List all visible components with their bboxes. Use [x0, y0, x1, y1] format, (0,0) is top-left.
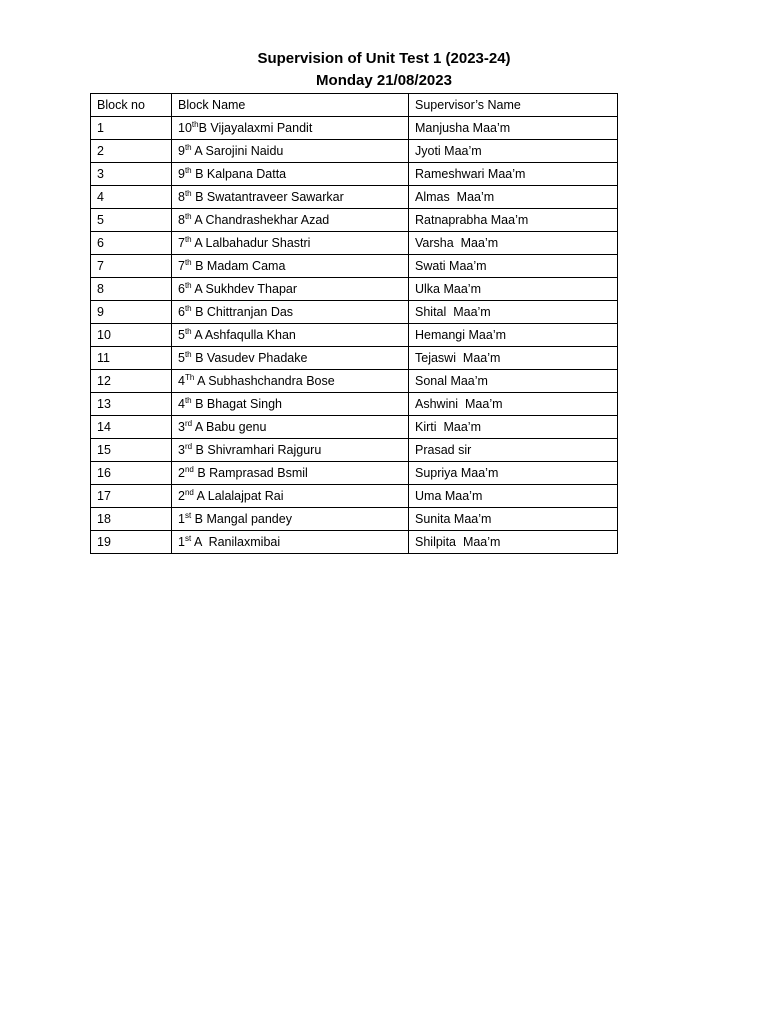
table-row: [91, 301, 618, 324]
grade-suffix: Th: [184, 373, 195, 382]
block-grade: 6: [178, 305, 185, 319]
block-no-cell: 8: [91, 278, 172, 301]
table-row: [91, 485, 618, 508]
supervisor-cell: Swati Maa’m: [409, 255, 618, 278]
block-no-cell: 3: [91, 163, 172, 186]
block-name-cell: [172, 232, 409, 255]
block-name: B Kalpana Datta: [191, 167, 287, 181]
block-grade: 3: [178, 420, 185, 434]
block-no-cell: 16: [91, 462, 172, 485]
supervisor-cell: Shilpita Maa’m: [409, 531, 618, 554]
block-grade: 2: [178, 466, 185, 480]
column-header-block-no: Block no: [91, 94, 172, 117]
block-name-cell: [172, 163, 409, 186]
block-no-cell: 5: [91, 209, 172, 232]
grade-suffix: th: [184, 327, 192, 336]
table-header-row: [91, 94, 618, 117]
block-grade: 1: [178, 535, 185, 549]
block-name-cell: [172, 370, 409, 393]
block-name-cell: [172, 140, 409, 163]
grade-suffix: st: [184, 534, 192, 543]
grade-suffix: th: [184, 258, 192, 267]
table-row: [91, 370, 618, 393]
supervisor-cell: Sonal Maa’m: [409, 370, 618, 393]
block-grade: 2: [178, 489, 185, 503]
block-grade: 4: [178, 397, 185, 411]
supervisor-cell: Ulka Maa’m: [409, 278, 618, 301]
supervisor-cell: Manjusha Maa’m: [409, 117, 618, 140]
block-grade: 7: [178, 236, 185, 250]
grade-suffix: th: [191, 120, 199, 129]
block-name: B Swatantraveer Sawarkar: [191, 190, 344, 204]
block-grade: 8: [178, 213, 185, 227]
table-row: [91, 117, 618, 140]
block-grade: 3: [178, 443, 185, 457]
grade-suffix: th: [184, 166, 192, 175]
block-grade: 5: [178, 328, 185, 342]
block-no-cell: 2: [91, 140, 172, 163]
block-name: A Babu genu: [192, 420, 267, 434]
grade-suffix: th: [184, 189, 192, 198]
table-row: [91, 232, 618, 255]
block-no-cell: 18: [91, 508, 172, 531]
block-name-cell: [172, 416, 409, 439]
block-no-cell: 10: [91, 324, 172, 347]
column-header-block-name: Block Name: [172, 94, 409, 117]
block-grade: 6: [178, 282, 185, 296]
block-grade: 7: [178, 259, 185, 273]
table-row: [91, 278, 618, 301]
supervisor-cell: Jyoti Maa’m: [409, 140, 618, 163]
supervisor-cell: Shital Maa’m: [409, 301, 618, 324]
block-no-cell: 7: [91, 255, 172, 278]
block-name-cell: [172, 393, 409, 416]
block-no-cell: 9: [91, 301, 172, 324]
table-row: [91, 186, 618, 209]
grade-suffix: th: [184, 143, 192, 152]
table-row: [91, 163, 618, 186]
table-body: [91, 117, 618, 554]
block-no-cell: 1: [91, 117, 172, 140]
supervision-table: [90, 93, 618, 554]
block-no-cell: 17: [91, 485, 172, 508]
block-grade: 10: [178, 121, 192, 135]
block-name-cell: [172, 508, 409, 531]
block-name-cell: [172, 324, 409, 347]
block-name-cell: [172, 117, 409, 140]
block-name: B Ramprasad Bsmil: [193, 466, 308, 480]
supervisor-cell: Varsha Maa’m: [409, 232, 618, 255]
supervisor-cell: Prasad sir: [409, 439, 618, 462]
block-name: A Ranilaxmibai: [191, 535, 281, 549]
supervisor-cell: Ratnaprabha Maa’m: [409, 209, 618, 232]
supervisor-cell: Sunita Maa’m: [409, 508, 618, 531]
grade-suffix: th: [184, 350, 192, 359]
block-no-cell: 14: [91, 416, 172, 439]
table-row: [91, 416, 618, 439]
block-name: B Madam Cama: [191, 259, 286, 273]
block-grade: 9: [178, 167, 185, 181]
block-name-cell: [172, 255, 409, 278]
block-name: A Chandrashekhar Azad: [191, 213, 330, 227]
document-date: Monday 21/08/2023: [316, 72, 452, 89]
table-row: [91, 393, 618, 416]
block-name: A Lalbahadur Shastri: [191, 236, 311, 250]
block-no-cell: 6: [91, 232, 172, 255]
supervisor-cell: Tejaswi Maa’m: [409, 347, 618, 370]
block-name-cell: [172, 531, 409, 554]
grade-suffix: nd: [184, 465, 194, 474]
supervisor-cell: Hemangi Maa’m: [409, 324, 618, 347]
block-name: B Mangal pandey: [191, 512, 292, 526]
block-no-cell: 4: [91, 186, 172, 209]
block-name: B Vasudev Phadake: [191, 351, 308, 365]
block-grade: 5: [178, 351, 185, 365]
grade-suffix: rd: [184, 419, 193, 428]
supervisor-cell: Ashwini Maa’m: [409, 393, 618, 416]
document-title: Supervision of Unit Test 1 (2023-24): [257, 50, 511, 67]
block-grade: 4: [178, 374, 185, 388]
block-grade: 1: [178, 512, 185, 526]
table-row: [91, 209, 618, 232]
table-row: [91, 508, 618, 531]
supervisor-cell: Uma Maa’m: [409, 485, 618, 508]
grade-suffix: th: [184, 212, 192, 221]
block-grade: 9: [178, 144, 185, 158]
block-grade: 8: [178, 190, 185, 204]
block-name-cell: [172, 301, 409, 324]
block-name-cell: [172, 439, 409, 462]
block-no-cell: 11: [91, 347, 172, 370]
supervisor-cell: Kirti Maa’m: [409, 416, 618, 439]
grade-suffix: th: [184, 396, 192, 405]
grade-suffix: st: [184, 511, 192, 520]
grade-suffix: th: [184, 281, 192, 290]
grade-suffix: th: [184, 304, 192, 313]
block-name: B Shivramhari Rajguru: [192, 443, 322, 457]
block-name: A Sukhdev Thapar: [191, 282, 298, 296]
column-header-supervisor: Supervisor’s Name: [409, 94, 618, 117]
block-name: A Subhashchandra Bose: [194, 374, 335, 388]
block-no-cell: 19: [91, 531, 172, 554]
table-row: [91, 324, 618, 347]
block-no-cell: 12: [91, 370, 172, 393]
table-row: [91, 140, 618, 163]
block-name: B Bhagat Singh: [191, 397, 282, 411]
table-row: [91, 439, 618, 462]
table-row: [91, 255, 618, 278]
table-row: [91, 462, 618, 485]
block-name-cell: [172, 209, 409, 232]
table-row: [91, 347, 618, 370]
block-name: A Sarojini Naidu: [191, 144, 284, 158]
supervisor-cell: Almas Maa’m: [409, 186, 618, 209]
block-name-cell: [172, 485, 409, 508]
block-name: B Vijayalaxmi Pandit: [198, 121, 313, 135]
block-no-cell: 15: [91, 439, 172, 462]
block-name-cell: [172, 347, 409, 370]
grade-suffix: th: [184, 235, 192, 244]
grade-suffix: rd: [184, 442, 193, 451]
block-name: A Ashfaqulla Khan: [191, 328, 296, 342]
block-name-cell: [172, 186, 409, 209]
supervisor-cell: Supriya Maa’m: [409, 462, 618, 485]
block-no-cell: 13: [91, 393, 172, 416]
block-name-cell: [172, 278, 409, 301]
block-name-cell: [172, 462, 409, 485]
block-name: B Chittranjan Das: [191, 305, 294, 319]
table-row: [91, 531, 618, 554]
block-name: A Lalalajpat Rai: [193, 489, 284, 503]
supervisor-cell: Rameshwari Maa’m: [409, 163, 618, 186]
grade-suffix: nd: [184, 488, 194, 497]
